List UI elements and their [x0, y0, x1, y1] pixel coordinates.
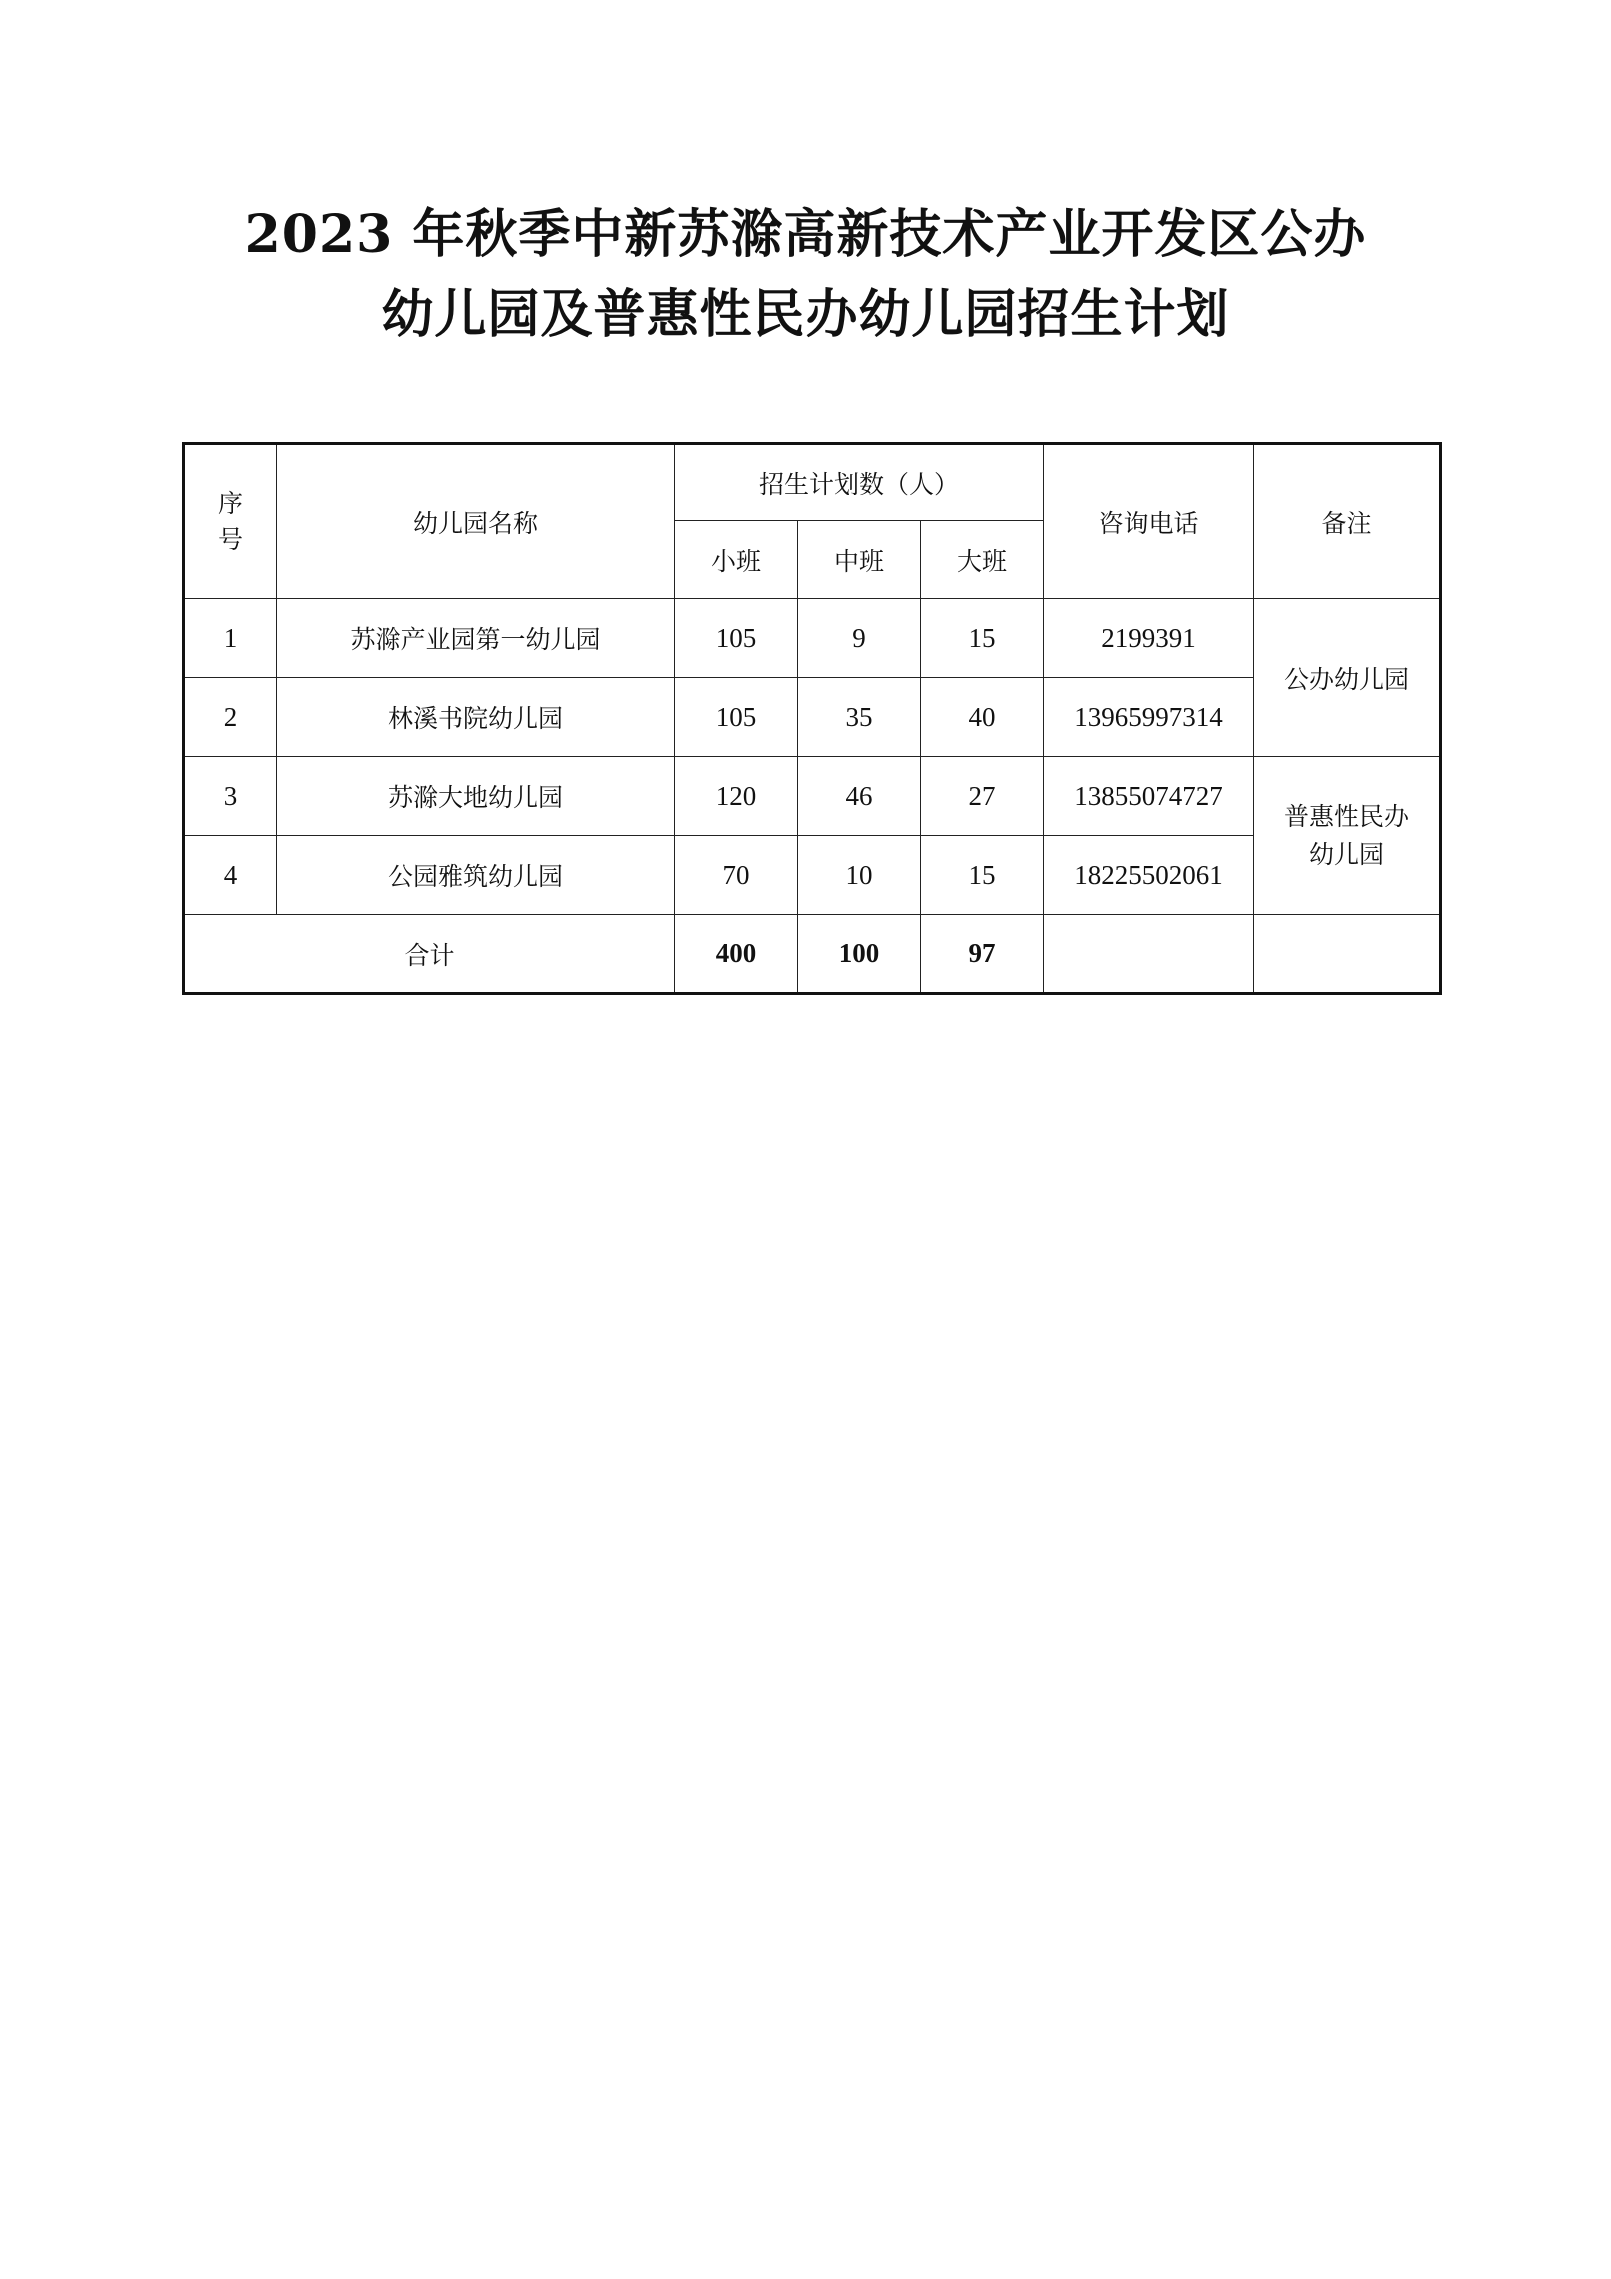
page-title — [0, 195, 1611, 355]
cell-name: 林溪书院幼儿园 — [277, 678, 675, 757]
header-phone: 咨询电话 — [1044, 444, 1254, 599]
cell-middle: 46 — [798, 757, 921, 836]
cell-seq: 4 — [184, 836, 277, 915]
cell-phone: 13855074727 — [1044, 757, 1254, 836]
cell-small: 120 — [675, 757, 798, 836]
cell-small: 105 — [675, 599, 798, 678]
table-row — [184, 678, 1441, 757]
header-name: 幼儿园名称 — [277, 444, 675, 599]
remark-private-line1: 普惠性民办 — [1284, 801, 1410, 831]
cell-middle: 10 — [798, 836, 921, 915]
cell-seq: 2 — [184, 678, 277, 757]
total-middle: 100 — [798, 915, 921, 994]
total-label: 合计 — [184, 915, 675, 994]
header-remark: 备注 — [1254, 444, 1441, 599]
cell-small: 105 — [675, 678, 798, 757]
cell-name: 苏滁大地幼儿园 — [277, 757, 675, 836]
cell-large: 15 — [921, 836, 1044, 915]
table-row — [184, 757, 1441, 836]
header-small: 小班 — [675, 521, 798, 599]
header-middle: 中班 — [798, 521, 921, 599]
cell-name: 公园雅筑幼儿园 — [277, 836, 675, 915]
title-line-2: 幼儿园及普惠性民办幼儿园招生计划 — [381, 284, 1230, 345]
header-seq — [184, 444, 277, 599]
header-row-1 — [184, 444, 1441, 521]
header-seq-line2: 号 — [217, 524, 243, 554]
total-remark-empty — [1254, 915, 1441, 994]
total-row — [184, 915, 1441, 994]
cell-phone: 13965997314 — [1044, 678, 1254, 757]
cell-remark-public: 公办幼儿园 — [1254, 599, 1441, 757]
remark-private-line2: 幼儿园 — [1309, 839, 1385, 869]
total-small: 400 — [675, 915, 798, 994]
title-line-1: 2023 年秋季中新苏滁高新技术产业开发区公办 — [244, 204, 1367, 265]
cell-phone: 2199391 — [1044, 599, 1254, 678]
cell-middle: 35 — [798, 678, 921, 757]
header-seq-line1: 序 — [217, 488, 243, 518]
enrollment-plan-table — [182, 442, 1442, 995]
cell-middle: 9 — [798, 599, 921, 678]
total-large: 97 — [921, 915, 1044, 994]
cell-large: 40 — [921, 678, 1044, 757]
cell-small: 70 — [675, 836, 798, 915]
cell-name: 苏滁产业园第一幼儿园 — [277, 599, 675, 678]
cell-seq: 3 — [184, 757, 277, 836]
cell-large: 27 — [921, 757, 1044, 836]
header-large: 大班 — [921, 521, 1044, 599]
cell-remark-private — [1254, 757, 1441, 915]
cell-seq: 1 — [184, 599, 277, 678]
table-row — [184, 599, 1441, 678]
cell-large: 15 — [921, 599, 1044, 678]
total-phone-empty — [1044, 915, 1254, 994]
header-plan: 招生计划数（人） — [675, 444, 1044, 521]
table-row — [184, 836, 1441, 915]
cell-phone: 18225502061 — [1044, 836, 1254, 915]
